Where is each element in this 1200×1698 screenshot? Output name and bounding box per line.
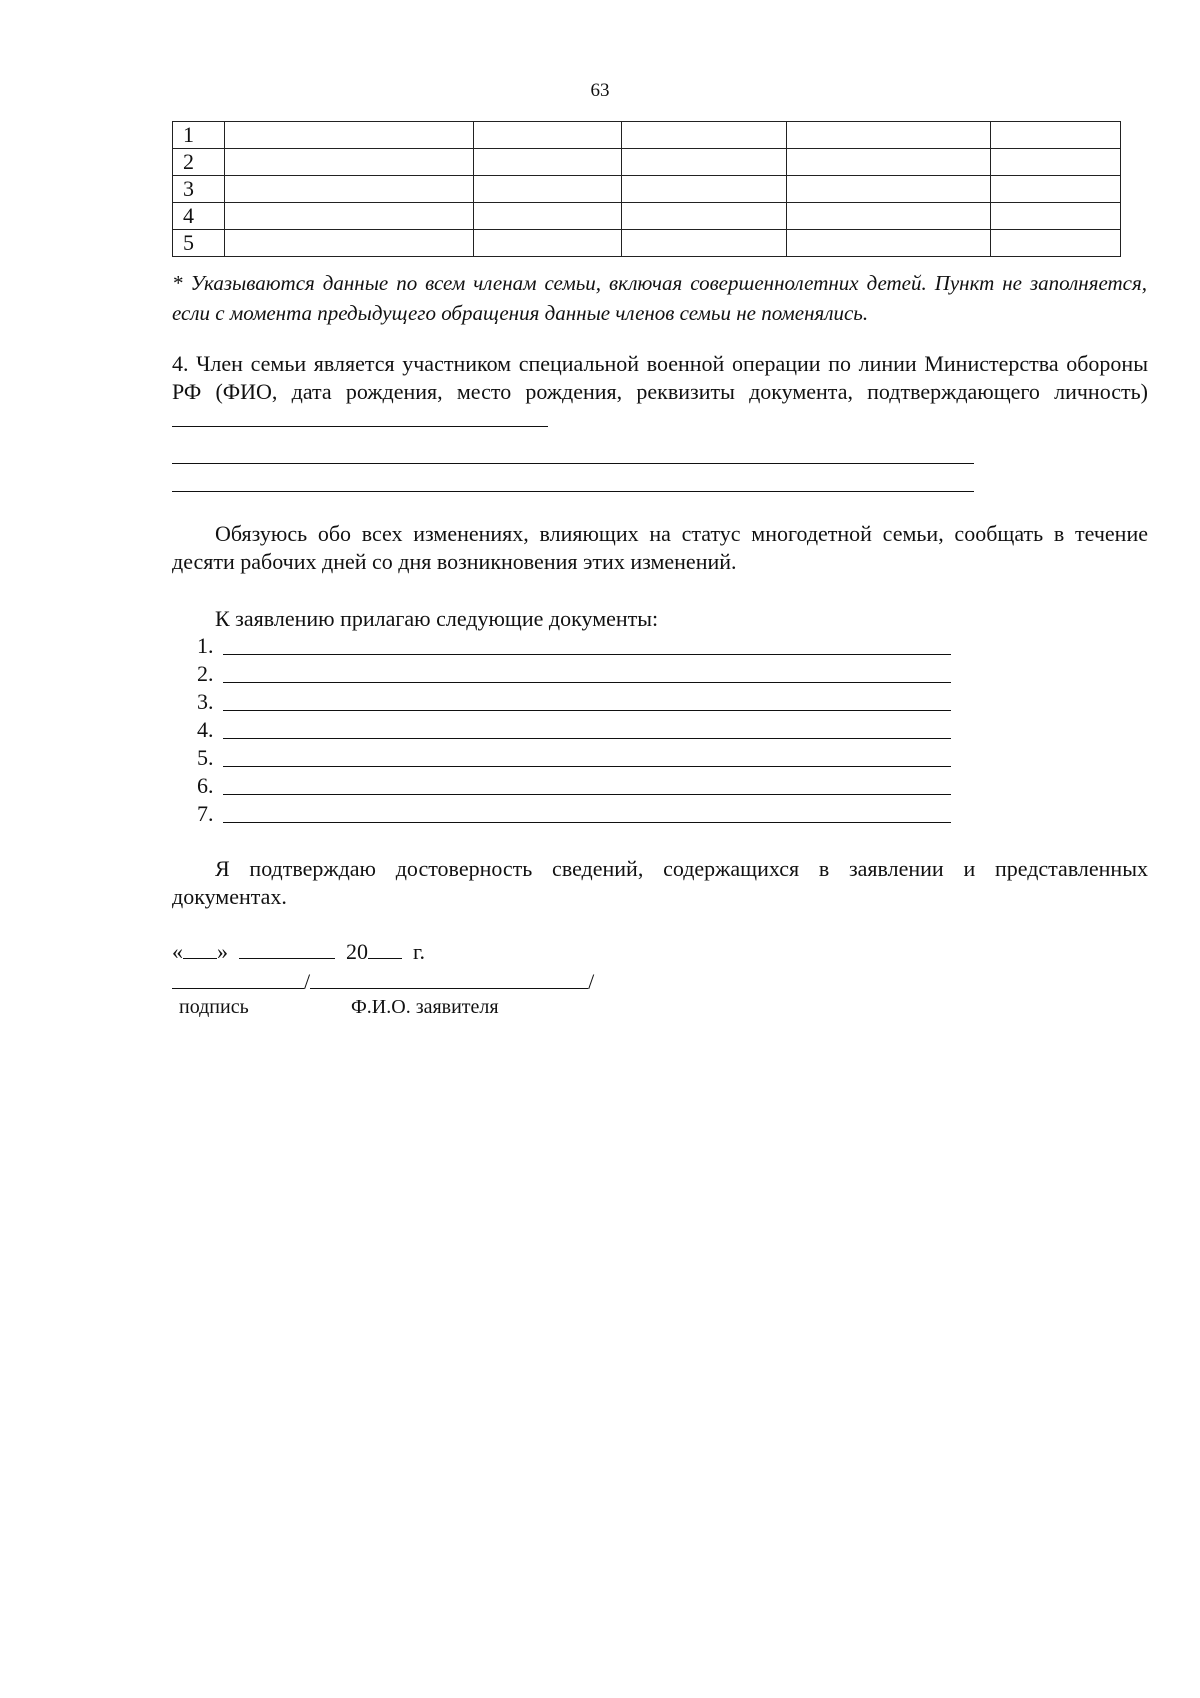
attachment-line[interactable] <box>223 772 951 795</box>
attachment-line[interactable] <box>223 800 951 823</box>
attachment-line[interactable] <box>223 716 951 739</box>
table-cell[interactable] <box>991 149 1121 176</box>
signature-separator-end: / <box>588 969 595 994</box>
list-item-number: 6. <box>197 773 214 798</box>
list-item-number: 1. <box>197 633 214 658</box>
list-item <box>197 688 951 716</box>
page-number: 63 <box>590 80 610 101</box>
signature-caption: подпись <box>179 996 249 1018</box>
list-item <box>197 660 951 688</box>
table-cell[interactable] <box>991 176 1121 203</box>
table-cell[interactable] <box>474 203 622 230</box>
table-cell[interactable] <box>225 176 474 203</box>
table-cell[interactable] <box>787 230 991 257</box>
table-cell[interactable] <box>787 122 991 149</box>
close-quote: » <box>217 939 228 964</box>
attachment-line[interactable] <box>223 688 951 711</box>
row-number: 2 <box>173 149 225 176</box>
list-item-number: 4. <box>197 717 214 742</box>
table-cell[interactable] <box>225 122 474 149</box>
table-cell[interactable] <box>622 149 787 176</box>
confirmation-paragraph: Я подтверждаю достоверность сведений, содержащихся в заявлении и представленных документах. <box>172 856 1148 909</box>
table-row <box>173 176 1121 203</box>
table-cell[interactable] <box>991 122 1121 149</box>
year-suffix: г. <box>413 939 426 964</box>
attachments-intro: К заявлению прилагаю следующие документы: <box>215 606 659 631</box>
table-cell[interactable] <box>991 230 1121 257</box>
open-quote: « <box>172 939 183 964</box>
table-cell[interactable] <box>787 176 991 203</box>
table-cell[interactable] <box>991 203 1121 230</box>
table-cell[interactable] <box>225 149 474 176</box>
table-cell[interactable] <box>474 149 622 176</box>
list-item-number: 3. <box>197 689 214 714</box>
table-cell[interactable] <box>622 176 787 203</box>
table-cell[interactable] <box>474 176 622 203</box>
item-4-answer-line[interactable] <box>172 406 548 427</box>
table-cell[interactable] <box>225 230 474 257</box>
day-field[interactable] <box>183 938 217 959</box>
table-cell[interactable] <box>622 122 787 149</box>
table-footnote: * Указываются данные по всем членам семьи, включая совершеннолетних детей. Пункт не заполняется, если с момента предыдущего обращения данные членов семьи не поменялись. <box>172 271 1147 325</box>
table-cell[interactable] <box>474 122 622 149</box>
family-members-table <box>172 121 1121 257</box>
row-number: 1 <box>173 122 225 149</box>
table-cell[interactable] <box>622 203 787 230</box>
table-cell[interactable] <box>474 230 622 257</box>
row-number: 3 <box>173 176 225 203</box>
signature-separator: / <box>304 969 311 994</box>
table-row <box>173 122 1121 149</box>
month-field[interactable] <box>239 938 335 959</box>
list-item-number: 2. <box>197 661 214 686</box>
table-row <box>173 230 1121 257</box>
list-item <box>197 716 951 744</box>
row-number: 5 <box>173 230 225 257</box>
attachment-line[interactable] <box>223 660 951 683</box>
year-prefix: 20 <box>346 939 368 964</box>
item-4-answer-line-2[interactable] <box>172 463 974 464</box>
list-item <box>197 744 951 772</box>
applicant-name-field[interactable] <box>310 968 588 989</box>
item-4-text: 4. Член семьи является участником специальной военной операции по линии Министерства обороны РФ (ФИО, дата рождения, место рождения, реквизиты документа, подтверждающего личность) <box>172 351 1148 404</box>
table-cell[interactable] <box>622 230 787 257</box>
list-item-number: 7. <box>197 801 214 826</box>
table-cell[interactable] <box>787 203 991 230</box>
year-field[interactable] <box>368 938 402 959</box>
list-item <box>197 632 951 660</box>
attachment-line[interactable] <box>223 744 951 767</box>
attachment-line[interactable] <box>223 632 951 655</box>
list-item <box>197 800 951 828</box>
commitment-paragraph: Обязуюсь обо всех изменениях, влияющих на статус многодетной семьи, сообщать в течение десяти рабочих дней со дня возникновения этих изменений. <box>172 521 1148 574</box>
signature-line <box>172 968 594 996</box>
table-cell[interactable] <box>787 149 991 176</box>
list-item-number: 5. <box>197 745 214 770</box>
item-4-answer-line-3[interactable] <box>172 491 974 492</box>
date-line <box>172 938 425 966</box>
table-row <box>173 149 1121 176</box>
row-number: 4 <box>173 203 225 230</box>
attachments-list <box>197 632 951 828</box>
item-4-paragraph <box>172 350 1148 434</box>
signature-field[interactable] <box>172 968 304 989</box>
table-cell[interactable] <box>225 203 474 230</box>
table-row <box>173 203 1121 230</box>
list-item <box>197 772 951 800</box>
applicant-name-caption: Ф.И.О. заявителя <box>351 996 499 1018</box>
